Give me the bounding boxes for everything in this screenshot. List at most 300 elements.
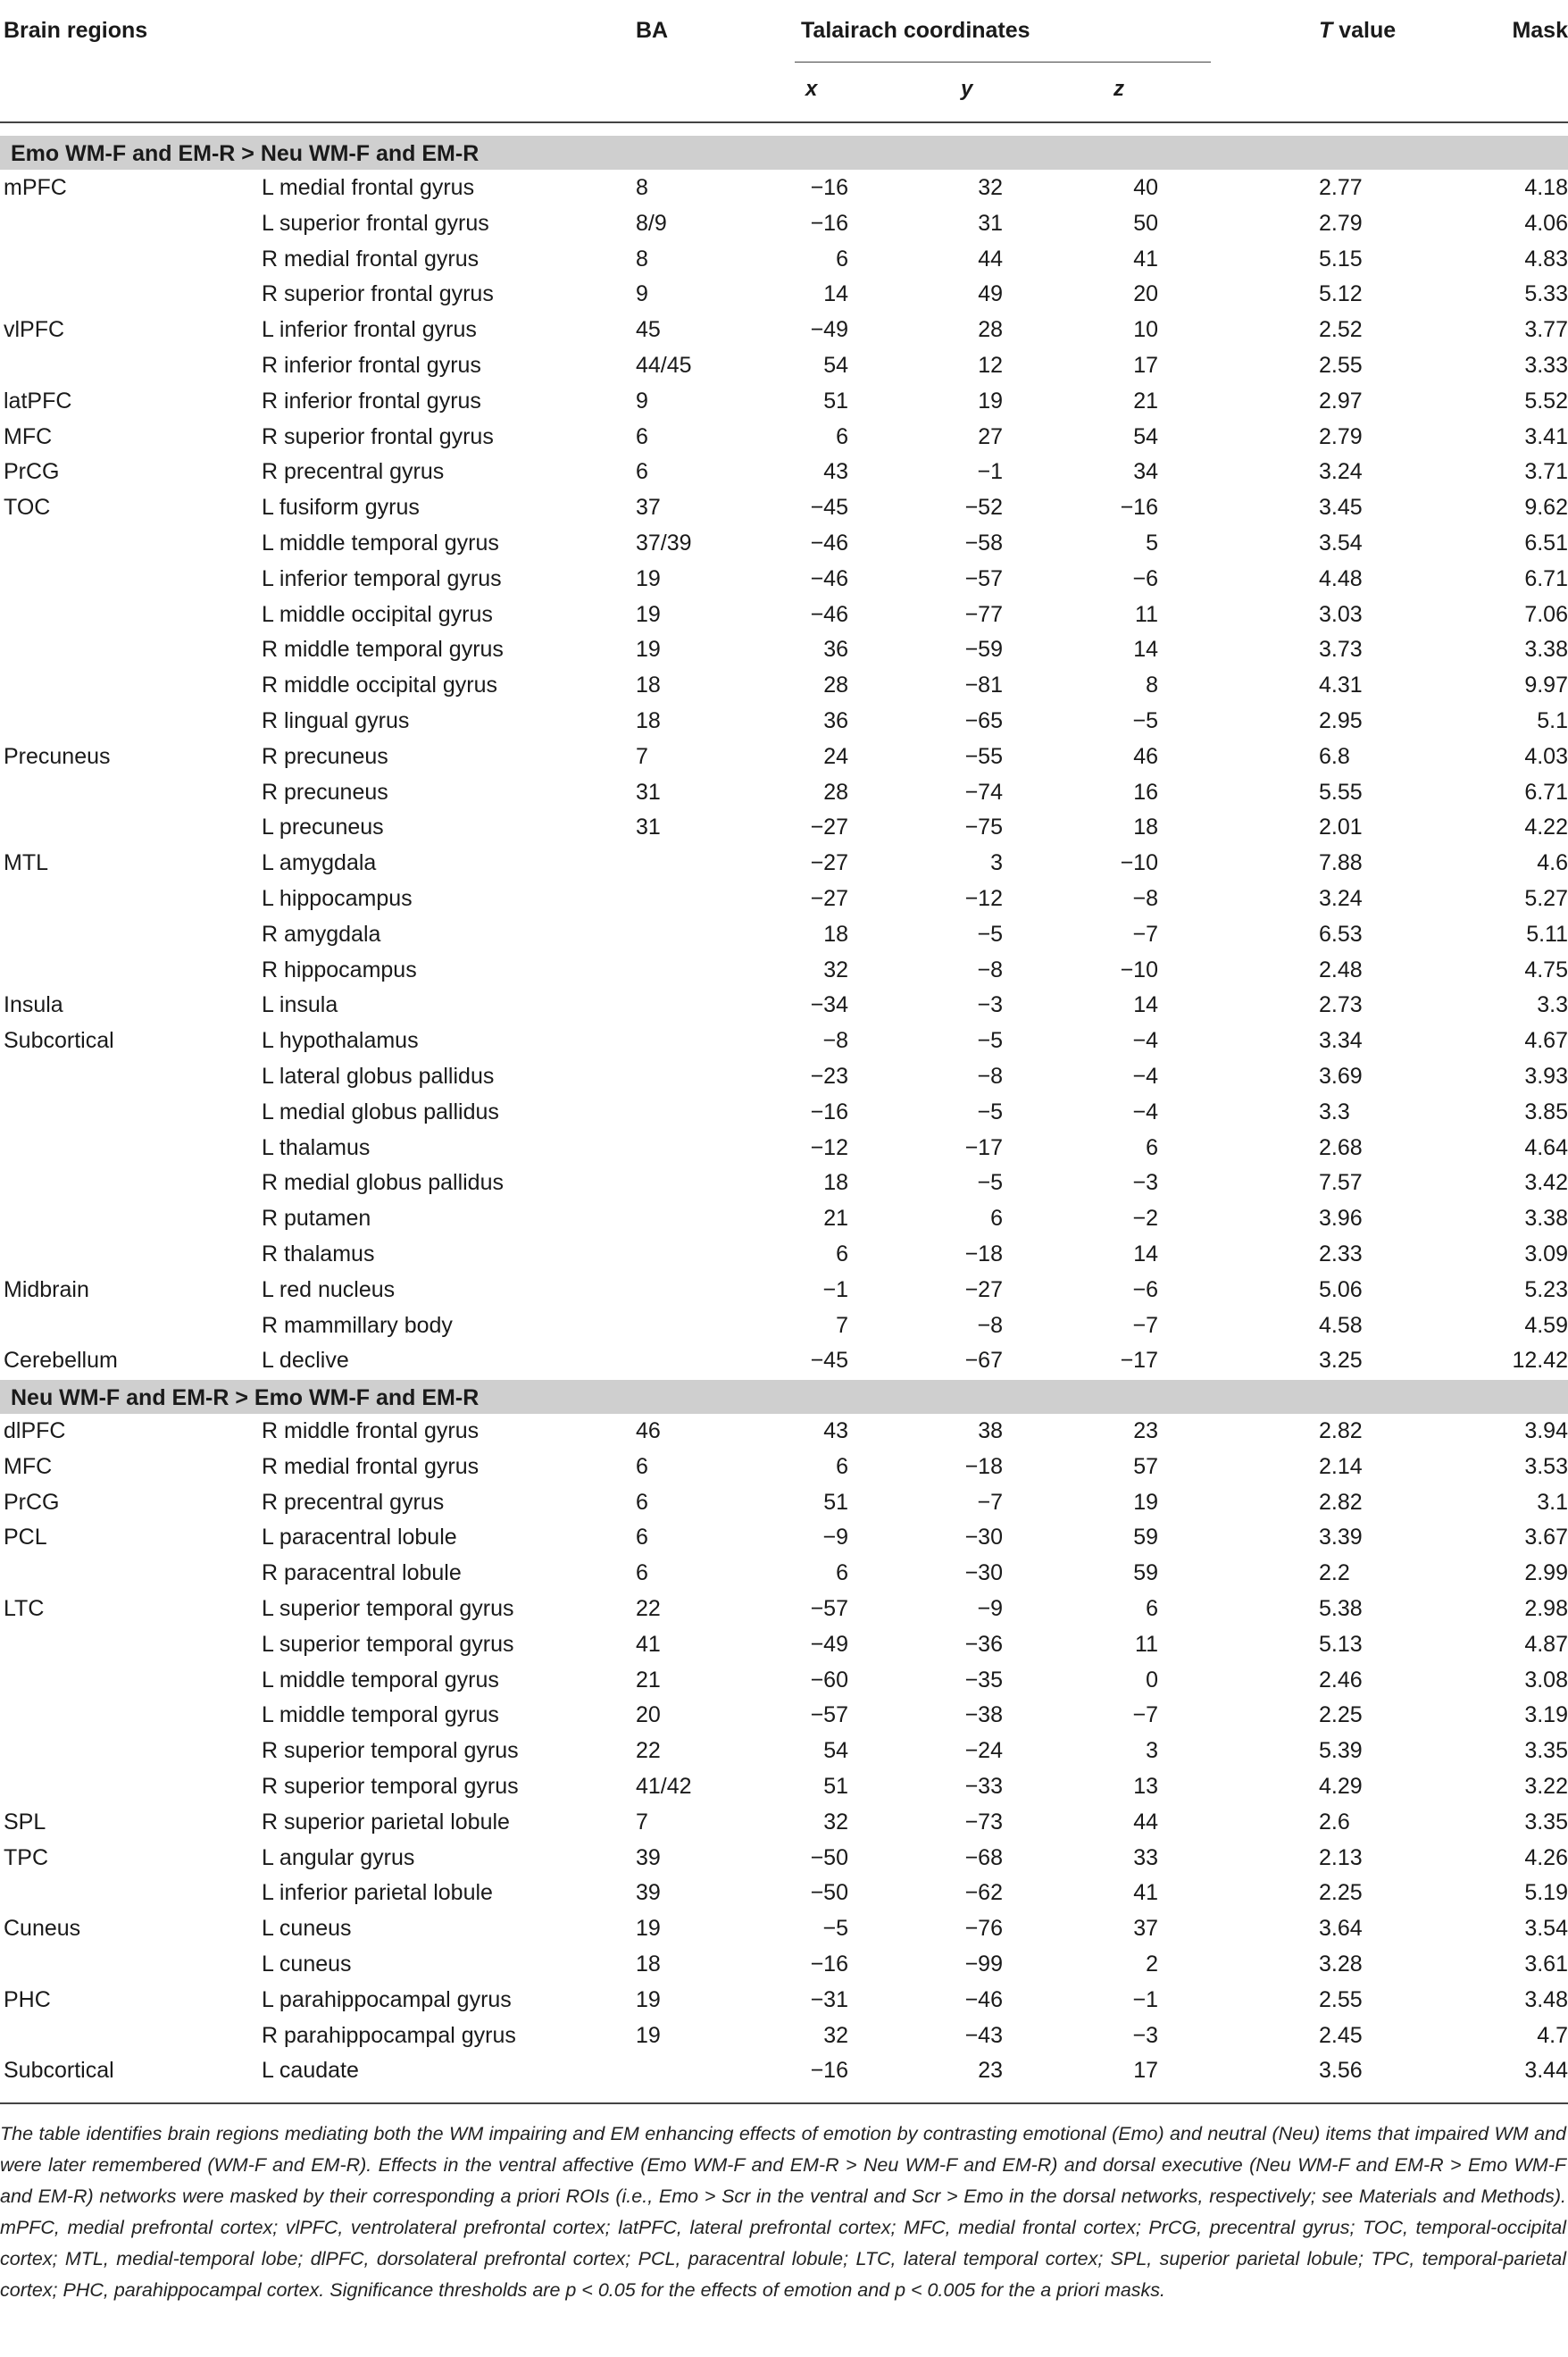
t-value-cell: 5.38 bbox=[1319, 1596, 1363, 1621]
z-cell: −7 bbox=[1132, 921, 1158, 947]
table-row bbox=[0, 1662, 1568, 1698]
t-value-cell: 2.46 bbox=[1319, 1667, 1363, 1693]
t-value-cell: 2.77 bbox=[1319, 175, 1363, 200]
ba-cell: 6 bbox=[636, 1489, 648, 1515]
ba-cell: 20 bbox=[636, 1702, 661, 1728]
col-header-t-value bbox=[1319, 18, 1396, 44]
x-cell: −8 bbox=[822, 1028, 848, 1054]
x-cell: 51 bbox=[823, 1774, 848, 1799]
z-cell: −3 bbox=[1132, 1170, 1158, 1196]
t-symbol: T bbox=[1319, 18, 1333, 43]
y-cell: 44 bbox=[978, 246, 1003, 272]
z-cell: 6 bbox=[1146, 1596, 1158, 1621]
t-value-cell: 3.34 bbox=[1319, 1028, 1363, 1054]
section-title: Emo WM-F and EM-R > Neu WM-F and EM-R bbox=[11, 141, 480, 166]
structure-cell: R medial globus pallidus bbox=[262, 1170, 504, 1196]
y-cell: −55 bbox=[964, 743, 1003, 769]
structure-cell: R inferior frontal gyrus bbox=[262, 388, 481, 414]
mask-cell: 3.35 bbox=[1524, 1738, 1568, 1764]
table-row bbox=[0, 1697, 1568, 1733]
structure-cell: R paracentral lobule bbox=[262, 1560, 462, 1586]
z-cell: 23 bbox=[1133, 1418, 1158, 1443]
structure-cell: L insula bbox=[262, 992, 338, 1018]
mask-cell: 5.33 bbox=[1524, 281, 1568, 307]
table-row bbox=[0, 1200, 1568, 1236]
z-cell: 16 bbox=[1133, 779, 1158, 805]
ba-cell: 22 bbox=[636, 1596, 661, 1621]
region-cell: Cuneus bbox=[4, 1916, 81, 1942]
table-row bbox=[0, 1946, 1568, 1982]
table-row bbox=[0, 454, 1568, 489]
y-cell: −5 bbox=[977, 1170, 1003, 1196]
t-value-cell: 2.82 bbox=[1319, 1418, 1363, 1443]
x-cell: 6 bbox=[836, 1453, 848, 1479]
mask-cell: 5.23 bbox=[1524, 1276, 1568, 1302]
structure-cell: R precentral gyrus bbox=[262, 1489, 445, 1515]
mask-cell: 3.09 bbox=[1524, 1241, 1568, 1266]
structure-cell: R middle temporal gyrus bbox=[262, 637, 504, 663]
y-cell: −46 bbox=[964, 1986, 1003, 2012]
z-cell: 50 bbox=[1133, 210, 1158, 236]
z-cell: −8 bbox=[1132, 886, 1158, 911]
table-row bbox=[0, 276, 1568, 312]
z-cell: 41 bbox=[1133, 246, 1158, 272]
t-value-cell: 6.53 bbox=[1319, 921, 1363, 947]
z-cell: −2 bbox=[1132, 1206, 1158, 1232]
x-cell: 54 bbox=[823, 1738, 848, 1764]
table-row bbox=[0, 1626, 1568, 1662]
mask-cell: 3.71 bbox=[1524, 459, 1568, 485]
ba-cell: 37 bbox=[636, 495, 661, 521]
table-row bbox=[0, 1058, 1568, 1094]
mask-cell: 12.42 bbox=[1512, 1348, 1568, 1374]
table-row bbox=[0, 667, 1568, 703]
ba-cell: 18 bbox=[636, 708, 661, 733]
table-row bbox=[0, 845, 1568, 881]
table-row bbox=[0, 1413, 1568, 1449]
z-cell: 34 bbox=[1133, 459, 1158, 485]
region-cell: LTC bbox=[4, 1596, 45, 1621]
mask-cell: 6.71 bbox=[1524, 779, 1568, 805]
region-cell: Subcortical bbox=[4, 1028, 114, 1054]
y-cell: −5 bbox=[977, 1099, 1003, 1124]
structure-cell: R lingual gyrus bbox=[262, 708, 410, 733]
t-value-cell: 2.01 bbox=[1319, 815, 1363, 840]
y-cell: −3 bbox=[977, 992, 1003, 1018]
section-header-band bbox=[0, 136, 1568, 170]
z-cell: 2 bbox=[1146, 1952, 1158, 1977]
x-cell: 14 bbox=[823, 281, 848, 307]
x-cell: −1 bbox=[822, 1276, 848, 1302]
t-value-cell: 2.79 bbox=[1319, 210, 1363, 236]
ba-cell: 9 bbox=[636, 281, 648, 307]
region-cell: Midbrain bbox=[4, 1276, 89, 1302]
table-row bbox=[0, 1804, 1568, 1840]
t-value-cell: 2.13 bbox=[1319, 1844, 1363, 1870]
y-cell: −75 bbox=[964, 815, 1003, 840]
ba-cell: 19 bbox=[636, 1916, 661, 1942]
x-cell: −49 bbox=[810, 317, 848, 343]
table-bottom-divider bbox=[0, 2102, 1568, 2104]
z-cell: −4 bbox=[1132, 1099, 1158, 1124]
z-cell: −7 bbox=[1132, 1702, 1158, 1728]
z-cell: 0 bbox=[1146, 1667, 1158, 1693]
region-cell: dlPFC bbox=[4, 1418, 66, 1443]
x-cell: −50 bbox=[810, 1880, 848, 1906]
mask-cell: 9.97 bbox=[1524, 673, 1568, 698]
ba-cell: 44/45 bbox=[636, 353, 692, 378]
y-cell: −59 bbox=[964, 637, 1003, 663]
t-value-cell: 6.8 bbox=[1319, 743, 1350, 769]
z-cell: 57 bbox=[1133, 1453, 1158, 1479]
y-cell: −74 bbox=[964, 779, 1003, 805]
z-cell: 17 bbox=[1133, 2058, 1158, 2084]
structure-cell: L lateral globus pallidus bbox=[262, 1064, 495, 1089]
y-cell: −65 bbox=[964, 708, 1003, 733]
t-value-cell: 2.33 bbox=[1319, 1241, 1363, 1266]
t-value-cell: 2.73 bbox=[1319, 992, 1363, 1018]
y-cell: −68 bbox=[964, 1844, 1003, 1870]
ba-cell: 6 bbox=[636, 1453, 648, 1479]
z-cell: −10 bbox=[1120, 850, 1158, 876]
x-cell: 6 bbox=[836, 246, 848, 272]
mask-cell: 5.1 bbox=[1537, 708, 1568, 733]
z-cell: −4 bbox=[1132, 1028, 1158, 1054]
x-cell: 6 bbox=[836, 1241, 848, 1266]
ba-cell: 6 bbox=[636, 459, 648, 485]
col-header-mask: Mask bbox=[1512, 18, 1568, 43]
y-cell: −8 bbox=[977, 957, 1003, 982]
structure-cell: L thalamus bbox=[262, 1134, 371, 1160]
t-value-cell: 2.52 bbox=[1319, 317, 1363, 343]
table-row bbox=[0, 1094, 1568, 1130]
t-value-cell: 3.28 bbox=[1319, 1952, 1363, 1977]
t-value-cell: 5.55 bbox=[1319, 779, 1363, 805]
mask-cell: 7.06 bbox=[1524, 601, 1568, 627]
y-cell: −5 bbox=[977, 921, 1003, 947]
mask-cell: 4.03 bbox=[1524, 743, 1568, 769]
structure-cell: L angular gyrus bbox=[262, 1844, 415, 1870]
t-value-cell: 2.68 bbox=[1319, 1134, 1363, 1160]
y-cell: −24 bbox=[964, 1738, 1003, 1764]
x-cell: 54 bbox=[823, 353, 848, 378]
mask-cell: 3.38 bbox=[1524, 637, 1568, 663]
y-cell: −38 bbox=[964, 1702, 1003, 1728]
mask-cell: 2.98 bbox=[1524, 1596, 1568, 1621]
t-value-cell: 2.95 bbox=[1319, 708, 1363, 733]
x-cell: −16 bbox=[810, 1952, 848, 1977]
table-row bbox=[0, 1519, 1568, 1555]
ba-cell: 8 bbox=[636, 175, 648, 200]
x-cell: −45 bbox=[810, 1348, 848, 1374]
region-cell: latPFC bbox=[4, 388, 72, 414]
x-cell: 32 bbox=[823, 1809, 848, 1835]
x-cell: −16 bbox=[810, 210, 848, 236]
x-cell: 43 bbox=[823, 459, 848, 485]
x-cell: −27 bbox=[810, 850, 848, 876]
y-cell: −35 bbox=[964, 1667, 1003, 1693]
x-cell: 24 bbox=[823, 743, 848, 769]
col-header-y: y bbox=[961, 77, 973, 101]
table-row bbox=[0, 809, 1568, 845]
structure-cell: R superior temporal gyrus bbox=[262, 1774, 519, 1799]
y-cell: 28 bbox=[978, 317, 1003, 343]
x-cell: −46 bbox=[810, 531, 848, 556]
y-cell: 38 bbox=[978, 1418, 1003, 1443]
structure-cell: R superior temporal gyrus bbox=[262, 1738, 519, 1764]
x-cell: 36 bbox=[823, 708, 848, 733]
region-cell: TPC bbox=[4, 1844, 48, 1870]
z-cell: 11 bbox=[1135, 601, 1158, 627]
z-cell: 54 bbox=[1133, 423, 1158, 449]
t-value-cell: 3.39 bbox=[1319, 1525, 1363, 1550]
region-cell: Cerebellum bbox=[4, 1348, 118, 1374]
y-cell: −73 bbox=[964, 1809, 1003, 1835]
ba-cell: 6 bbox=[636, 1560, 648, 1586]
ba-cell: 46 bbox=[636, 1418, 661, 1443]
t-value-cell: 3.03 bbox=[1319, 601, 1363, 627]
mask-cell: 3.53 bbox=[1524, 1453, 1568, 1479]
t-value-cell: 5.13 bbox=[1319, 1631, 1363, 1657]
table-row bbox=[0, 1236, 1568, 1272]
y-cell: 32 bbox=[978, 175, 1003, 200]
mask-cell: 3.54 bbox=[1524, 1916, 1568, 1942]
y-cell: −30 bbox=[964, 1525, 1003, 1550]
mask-cell: 3.94 bbox=[1524, 1418, 1568, 1443]
t-value-cell: 2.82 bbox=[1319, 1489, 1363, 1515]
t-value-cell: 3.24 bbox=[1319, 459, 1363, 485]
x-cell: 6 bbox=[836, 1560, 848, 1586]
y-cell: −99 bbox=[964, 1952, 1003, 1977]
col-header-ba: BA bbox=[636, 18, 669, 43]
z-cell: 37 bbox=[1133, 1916, 1158, 1942]
header-divider bbox=[0, 121, 1568, 123]
mask-cell: 3.41 bbox=[1524, 423, 1568, 449]
mask-cell: 4.7 bbox=[1537, 2022, 1568, 2048]
table-row bbox=[0, 347, 1568, 383]
mask-cell: 4.83 bbox=[1524, 246, 1568, 272]
y-cell: −67 bbox=[964, 1348, 1003, 1374]
region-cell: MTL bbox=[4, 850, 48, 876]
ba-cell: 22 bbox=[636, 1738, 661, 1764]
x-cell: −27 bbox=[810, 815, 848, 840]
mask-cell: 4.87 bbox=[1524, 1631, 1568, 1657]
table-row bbox=[0, 1272, 1568, 1308]
mask-cell: 3.93 bbox=[1524, 1064, 1568, 1089]
z-cell: 11 bbox=[1135, 1631, 1158, 1657]
region-cell: Subcortical bbox=[4, 2058, 114, 2084]
structure-cell: R medial frontal gyrus bbox=[262, 246, 480, 272]
t-value-cell: 3.54 bbox=[1319, 531, 1363, 556]
t-value-cell: 5.12 bbox=[1319, 281, 1363, 307]
ba-cell: 19 bbox=[636, 637, 661, 663]
y-cell: −27 bbox=[964, 1276, 1003, 1302]
x-cell: −46 bbox=[810, 601, 848, 627]
table-row bbox=[0, 739, 1568, 774]
ba-cell: 19 bbox=[636, 565, 661, 591]
x-cell: −27 bbox=[810, 886, 848, 911]
structure-cell: R precuneus bbox=[262, 743, 388, 769]
z-cell: −17 bbox=[1120, 1348, 1158, 1374]
t-value-cell: 2.2 bbox=[1319, 1560, 1350, 1586]
z-cell: 14 bbox=[1133, 992, 1158, 1018]
y-cell: −18 bbox=[964, 1453, 1003, 1479]
ba-cell: 37/39 bbox=[636, 531, 692, 556]
y-cell: 12 bbox=[978, 353, 1003, 378]
mask-cell: 4.18 bbox=[1524, 175, 1568, 200]
mask-cell: 5.11 bbox=[1526, 921, 1568, 947]
col-header-x: x bbox=[805, 77, 818, 101]
mask-cell: 4.64 bbox=[1524, 1134, 1568, 1160]
structure-cell: L medial globus pallidus bbox=[262, 1099, 499, 1124]
col-header-z: z bbox=[1113, 77, 1124, 101]
x-cell: 51 bbox=[823, 1489, 848, 1515]
x-cell: −57 bbox=[810, 1702, 848, 1728]
mask-cell: 4.06 bbox=[1524, 210, 1568, 236]
ba-cell: 6 bbox=[636, 1525, 648, 1550]
t-value-cell: 2.25 bbox=[1319, 1702, 1363, 1728]
y-cell: −58 bbox=[964, 531, 1003, 556]
t-value-cell: 2.97 bbox=[1319, 388, 1363, 414]
y-cell: −33 bbox=[964, 1774, 1003, 1799]
y-cell: 27 bbox=[978, 423, 1003, 449]
z-cell: −4 bbox=[1132, 1064, 1158, 1089]
z-cell: −3 bbox=[1132, 2022, 1158, 2048]
table-row bbox=[0, 881, 1568, 916]
structure-cell: L amygdala bbox=[262, 850, 377, 876]
mask-cell: 3.3 bbox=[1537, 992, 1568, 1018]
y-cell: 49 bbox=[978, 281, 1003, 307]
z-cell: 10 bbox=[1133, 317, 1158, 343]
mask-cell: 6.71 bbox=[1524, 565, 1568, 591]
mask-cell: 3.77 bbox=[1524, 317, 1568, 343]
ba-cell: 31 bbox=[636, 779, 661, 805]
y-cell: −62 bbox=[964, 1880, 1003, 1906]
x-cell: −16 bbox=[810, 175, 848, 200]
y-cell: −17 bbox=[964, 1134, 1003, 1160]
structure-cell: R medial frontal gyrus bbox=[262, 1453, 480, 1479]
z-cell: 17 bbox=[1133, 353, 1158, 378]
structure-cell: L paracentral lobule bbox=[262, 1525, 457, 1550]
z-cell: 41 bbox=[1133, 1880, 1158, 1906]
x-cell: 43 bbox=[823, 1418, 848, 1443]
t-value-cell: 2.25 bbox=[1319, 1880, 1363, 1906]
region-cell: MFC bbox=[4, 423, 53, 449]
x-cell: 18 bbox=[823, 921, 848, 947]
table-row bbox=[0, 525, 1568, 561]
table-row bbox=[0, 597, 1568, 632]
y-cell: −9 bbox=[977, 1596, 1003, 1621]
table-row bbox=[0, 703, 1568, 739]
t-value-cell: 7.88 bbox=[1319, 850, 1363, 876]
table-row bbox=[0, 489, 1568, 525]
t-value-cell: 2.55 bbox=[1319, 1986, 1363, 2012]
section-title: Neu WM-F and EM-R > Emo WM-F and EM-R bbox=[11, 1385, 480, 1410]
y-cell: 19 bbox=[978, 388, 1003, 414]
z-cell: 46 bbox=[1133, 743, 1158, 769]
z-cell: 40 bbox=[1133, 175, 1158, 200]
z-cell: −6 bbox=[1132, 565, 1158, 591]
ba-cell: 18 bbox=[636, 673, 661, 698]
table-row bbox=[0, 1875, 1568, 1910]
x-cell: −34 bbox=[810, 992, 848, 1018]
t-value-cell: 3.64 bbox=[1319, 1916, 1363, 1942]
z-cell: 21 bbox=[1133, 388, 1158, 414]
ba-cell: 31 bbox=[636, 815, 661, 840]
region-cell: vlPFC bbox=[4, 317, 65, 343]
t-value-cell: 3.3 bbox=[1319, 1099, 1350, 1124]
structure-cell: L hippocampus bbox=[262, 886, 413, 911]
t-value-cell: 4.58 bbox=[1319, 1312, 1363, 1338]
x-cell: 21 bbox=[823, 1206, 848, 1232]
mask-cell: 6.51 bbox=[1524, 531, 1568, 556]
mask-cell: 3.08 bbox=[1524, 1667, 1568, 1693]
t-value-cell: 3.24 bbox=[1319, 886, 1363, 911]
table-row bbox=[0, 1342, 1568, 1378]
y-cell: −30 bbox=[964, 1560, 1003, 1586]
structure-cell: L red nucleus bbox=[262, 1276, 396, 1302]
col-header-talairach: Talairach coordinates bbox=[801, 18, 1030, 43]
z-cell: 59 bbox=[1133, 1560, 1158, 1586]
x-cell: −16 bbox=[810, 2058, 848, 2084]
x-cell: 32 bbox=[823, 2022, 848, 2048]
mask-cell: 3.1 bbox=[1537, 1489, 1568, 1515]
structure-cell: L caudate bbox=[262, 2058, 359, 2084]
ba-cell: 19 bbox=[636, 601, 661, 627]
structure-cell: R amygdala bbox=[262, 921, 381, 947]
mask-cell: 4.67 bbox=[1524, 1028, 1568, 1054]
ba-cell: 18 bbox=[636, 1952, 661, 1977]
table-row bbox=[0, 987, 1568, 1023]
col-header-brain-regions: Brain regions bbox=[4, 18, 148, 43]
coordinate-subheader bbox=[0, 77, 1568, 107]
z-cell: −7 bbox=[1132, 1312, 1158, 1338]
z-cell: 13 bbox=[1133, 1774, 1158, 1799]
region-cell: PCL bbox=[4, 1525, 47, 1550]
ba-cell: 7 bbox=[636, 1809, 648, 1835]
structure-cell: L superior temporal gyrus bbox=[262, 1631, 514, 1657]
table-row bbox=[0, 383, 1568, 419]
x-cell: −9 bbox=[822, 1525, 848, 1550]
table-row bbox=[0, 631, 1568, 667]
table-row bbox=[0, 1449, 1568, 1484]
region-cell: TOC bbox=[4, 495, 51, 521]
structure-cell: R putamen bbox=[262, 1206, 371, 1232]
structure-cell: L cuneus bbox=[262, 1916, 352, 1942]
structure-cell: L superior temporal gyrus bbox=[262, 1596, 514, 1621]
structure-cell: L inferior parietal lobule bbox=[262, 1880, 493, 1906]
mask-cell: 5.27 bbox=[1524, 886, 1568, 911]
region-cell: PrCG bbox=[4, 1489, 60, 1515]
table-row bbox=[0, 1840, 1568, 1876]
y-cell: −76 bbox=[964, 1916, 1003, 1942]
mask-cell: 4.59 bbox=[1524, 1312, 1568, 1338]
t-value-cell: 5.06 bbox=[1319, 1276, 1363, 1302]
x-cell: −60 bbox=[810, 1667, 848, 1693]
table-row bbox=[0, 241, 1568, 277]
z-cell: −5 bbox=[1132, 708, 1158, 733]
mask-cell: 4.22 bbox=[1524, 815, 1568, 840]
structure-cell: L cuneus bbox=[262, 1952, 352, 1977]
mask-cell: 3.35 bbox=[1524, 1809, 1568, 1835]
z-cell: 19 bbox=[1133, 1489, 1158, 1515]
y-cell: −52 bbox=[964, 495, 1003, 521]
structure-cell: R precentral gyrus bbox=[262, 459, 445, 485]
ba-cell: 39 bbox=[636, 1880, 661, 1906]
x-cell: −5 bbox=[822, 1916, 848, 1942]
table-row bbox=[0, 1555, 1568, 1591]
x-cell: −16 bbox=[810, 1099, 848, 1124]
